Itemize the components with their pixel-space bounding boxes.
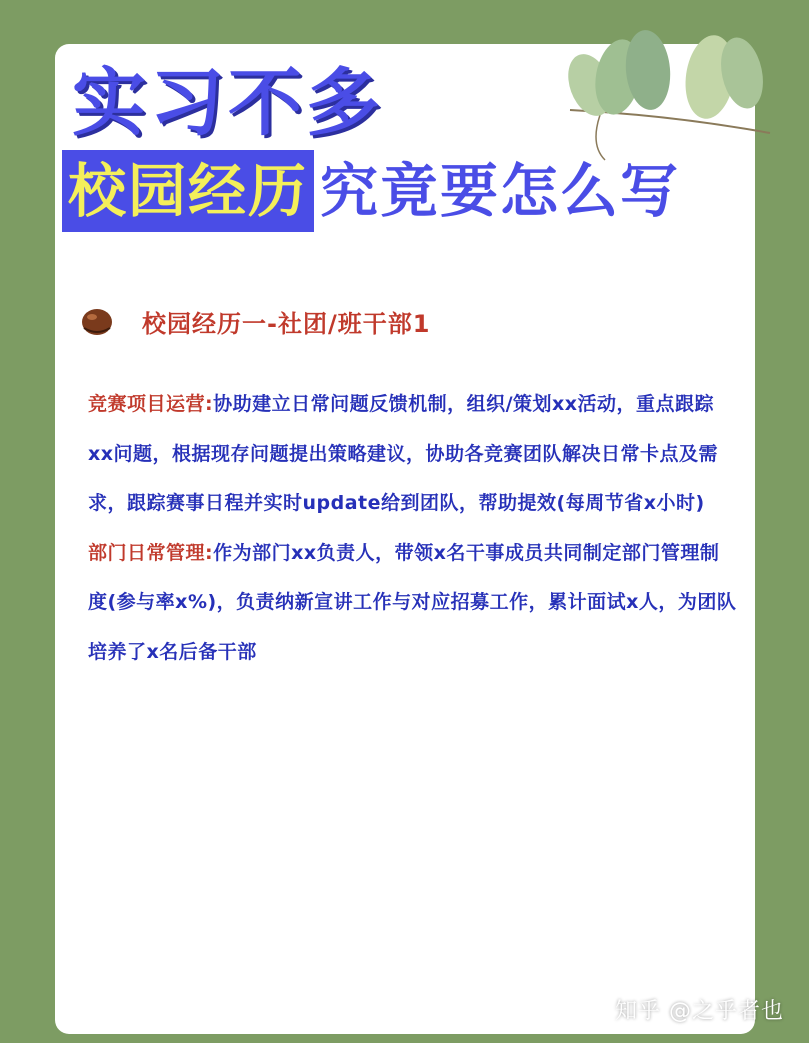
section-body <box>88 380 738 677</box>
chestnut-icon <box>80 304 114 338</box>
section-title: 校园经历一-社团/班干部1 <box>142 309 431 338</box>
watermark: 知乎 @之乎者也 <box>615 999 784 1024</box>
paragraph-text: 协助建立日常问题反馈机制，组织/策划xx活动，重点跟踪xx问题，根据现存问题提出策略建议，协助各竞赛团队解决日常卡点及需求，跟踪赛事日程并实时update给到团队，帮助提效(每周节省x小时) <box>88 393 719 514</box>
paragraph-management <box>88 529 738 678</box>
page-subtitle <box>62 150 680 232</box>
paragraph-lead: 竞赛项目运营: <box>88 393 214 415</box>
subtitle-rest: 究竟要怎么写 <box>320 157 681 225</box>
leaf-branch-icon <box>560 15 775 165</box>
page-title: 实习不多 <box>72 60 384 146</box>
subtitle-highlight: 校园经历 <box>62 150 314 232</box>
paragraph-competition <box>88 380 738 529</box>
section-heading <box>80 298 430 344</box>
paragraph-lead: 部门日常管理: <box>88 541 214 564</box>
paragraph-text: 作为部门xx负责人，带领x名干事成员共同制定部门管理制度(参与率x%)，负责纳新宣讲工作与对应招募工作，累计面试x人，为团队培养了x名后备干部 <box>88 541 737 663</box>
